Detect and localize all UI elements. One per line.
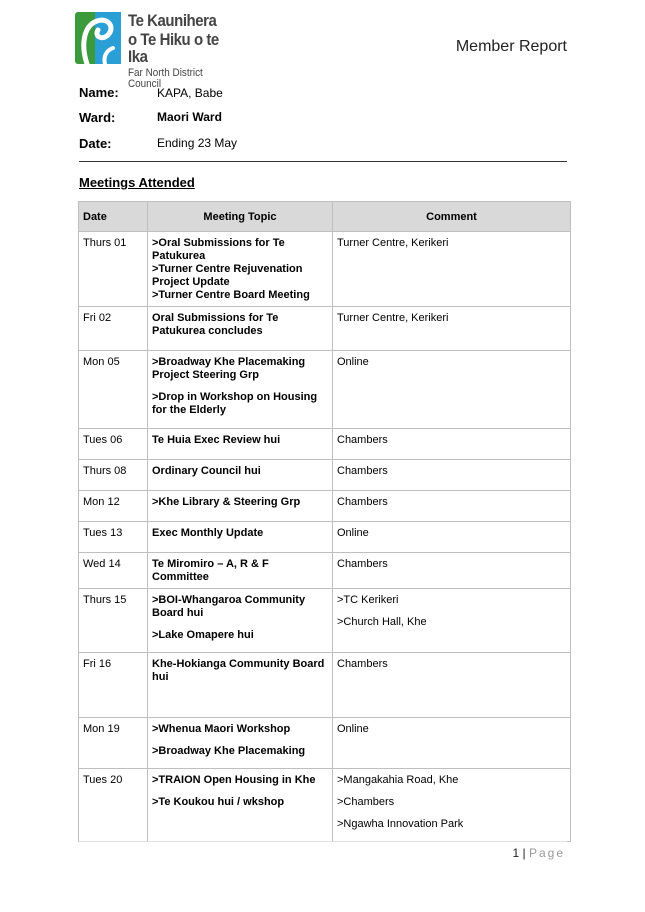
row-topic <box>148 232 333 307</box>
comment-line: Chambers <box>337 465 388 477</box>
table-row <box>79 307 571 351</box>
row-comment <box>333 460 571 491</box>
table-row <box>79 491 571 522</box>
row-comment <box>333 351 571 429</box>
date-label: Date: <box>79 136 112 151</box>
topic-line: >Khe Library & Steering Grp <box>152 496 301 508</box>
table-row <box>79 769 571 842</box>
comment-line: Online <box>337 723 369 735</box>
row-date: Mon 12 <box>79 491 148 522</box>
topic-line: Exec Monthly Update <box>152 527 264 539</box>
row-comment <box>333 429 571 460</box>
topic-line: >Broadway Khe Placemaking Project Steering Grp <box>152 356 306 381</box>
table-row <box>79 351 571 429</box>
topic-line: Ordinary Council hui <box>152 465 261 477</box>
row-topic <box>148 491 333 522</box>
row-date: Fri 16 <box>79 653 148 718</box>
koru-logo-icon <box>75 12 121 64</box>
logo-text-line1: Te Kaunihera <box>128 11 217 30</box>
row-topic <box>148 769 333 842</box>
table-row <box>79 522 571 553</box>
page-footer <box>512 846 565 860</box>
row-topic <box>148 553 333 589</box>
row-comment <box>333 522 571 553</box>
row-date: Thurs 08 <box>79 460 148 491</box>
topic-line: >Whenua Maori Workshop <box>152 723 291 735</box>
page-number: 1 <box>512 846 520 860</box>
table-row <box>79 718 571 769</box>
comment-line: >Ngawha Innovation Park <box>337 818 464 830</box>
topic-line: Te Miromiro – A, R & F Committee <box>152 558 269 583</box>
table-row <box>79 429 571 460</box>
comment-line: Chambers <box>337 558 388 570</box>
row-topic <box>148 589 333 653</box>
row-topic <box>148 653 333 718</box>
row-date: Tues 20 <box>79 769 148 842</box>
row-comment <box>333 307 571 351</box>
row-date: Wed 14 <box>79 553 148 589</box>
topic-line: >Turner Centre Board Meeting <box>152 289 310 301</box>
meetings-table <box>78 201 571 842</box>
comment-line: Online <box>337 356 369 368</box>
row-comment <box>333 491 571 522</box>
row-date: Thurs 01 <box>79 232 148 307</box>
council-logo <box>75 11 235 90</box>
topic-line: >Turner Centre Rejuvenation Project Update <box>152 263 303 288</box>
row-topic <box>148 351 333 429</box>
table-row <box>79 460 571 491</box>
header-date: Date <box>79 202 148 232</box>
row-date: Tues 06 <box>79 429 148 460</box>
comment-line: >Church Hall, Khe <box>337 616 427 628</box>
topic-line: >BOI-Whangaroa Community Board hui <box>152 594 306 619</box>
section-title: Meetings Attended <box>79 175 195 190</box>
footer-divider <box>79 841 567 842</box>
topic-line: Khe-Hokianga Community Board hui <box>152 658 325 683</box>
topic-line: >Lake Omapere hui <box>152 629 254 641</box>
table-row <box>79 589 571 653</box>
topic-line: >TRAION Open Housing in Khe <box>152 774 316 786</box>
topic-line: >Oral Submissions for Te Patukurea <box>152 237 285 262</box>
logo-text-line3: Far North District Council <box>128 67 203 90</box>
topic-line: >Broadway Khe Placemaking <box>152 745 306 757</box>
row-topic <box>148 522 333 553</box>
comment-line: >Mangakahia Road, Khe <box>337 774 459 786</box>
row-topic <box>148 307 333 351</box>
row-topic <box>148 718 333 769</box>
row-date: Fri 02 <box>79 307 148 351</box>
table-row <box>79 553 571 589</box>
table-row <box>79 653 571 718</box>
date-value: Ending 23 May <box>157 136 238 150</box>
comment-line: Online <box>337 527 369 539</box>
comment-line: >TC Kerikeri <box>337 594 399 606</box>
page-label: Page <box>528 846 565 860</box>
comment-line: Turner Centre, Kerikeri <box>337 237 449 249</box>
row-comment <box>333 589 571 653</box>
row-comment <box>333 718 571 769</box>
topic-line: Oral Submissions for Te Patukurea concludes <box>152 312 279 337</box>
row-comment <box>333 232 571 307</box>
comment-line: Chambers <box>337 434 388 446</box>
name-value: KAPA, Babe <box>157 86 223 100</box>
ward-value: Maori Ward <box>157 110 222 124</box>
row-comment <box>333 553 571 589</box>
name-label: Name: <box>79 85 119 100</box>
topic-line: >Te Koukou hui / wkshop <box>152 796 285 808</box>
row-comment <box>333 769 571 842</box>
logo-text-line2: o Te Hiku o te Ika <box>128 30 219 66</box>
comment-line: >Chambers <box>337 796 395 808</box>
comment-line: Turner Centre, Kerikeri <box>337 312 449 324</box>
page-separator: | <box>522 846 526 860</box>
row-topic <box>148 429 333 460</box>
header-comment: Comment <box>333 202 571 232</box>
table-header-row <box>79 202 571 232</box>
row-topic <box>148 460 333 491</box>
row-date: Thurs 15 <box>79 589 148 653</box>
document-title: Member Report <box>455 38 567 55</box>
topic-line: Te Huia Exec Review hui <box>152 434 281 446</box>
ward-label: Ward: <box>79 110 116 125</box>
table-row <box>79 232 571 307</box>
header-topic: Meeting Topic <box>148 202 333 232</box>
topic-line: >Drop in Workshop on Housing for the Elderly <box>152 391 318 416</box>
comment-line: Chambers <box>337 496 388 508</box>
comment-line: Chambers <box>337 658 388 670</box>
row-date: Mon 19 <box>79 718 148 769</box>
row-comment <box>333 653 571 718</box>
row-date: Mon 05 <box>79 351 148 429</box>
header-divider <box>79 161 567 162</box>
row-date: Tues 13 <box>79 522 148 553</box>
